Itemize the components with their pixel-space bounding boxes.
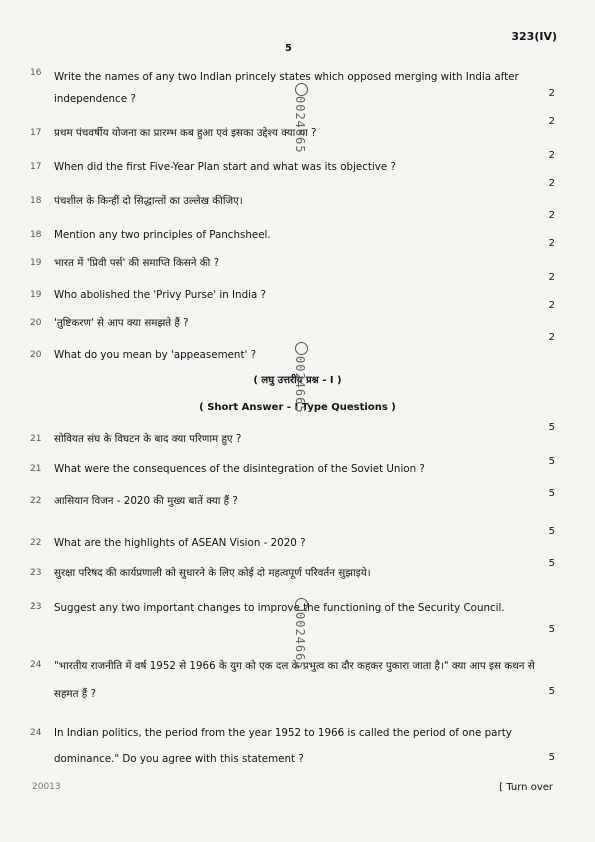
- question-text: Who abolished the 'Privy Purse' in India ?: [54, 289, 267, 301]
- turn-over-note: [ Turn over: [499, 782, 553, 793]
- page-number: 5: [285, 43, 292, 54]
- question-number: 17: [30, 128, 42, 138]
- question-number: 22: [30, 538, 42, 548]
- marks: 2: [548, 210, 555, 221]
- question-number: 18: [30, 230, 42, 240]
- stamp-number: 0024665: [293, 96, 307, 154]
- question-number: 22: [30, 496, 42, 506]
- question-number: 21: [30, 464, 42, 474]
- question-number: 16: [30, 68, 42, 78]
- paper-code: 323(IV): [511, 30, 557, 43]
- question-text: What were the consequences of the disintegration of the Soviet Union ?: [54, 463, 425, 475]
- question-text: प्रथम पंचवर्षीय योजना का प्रारम्भ कब हुआ एवं इसका उद्देश्य क्या था ?: [54, 127, 317, 139]
- question-text: What do you mean by 'appeasement' ?: [54, 349, 257, 361]
- question-number: 20: [30, 350, 42, 360]
- marks: 5: [548, 624, 555, 635]
- question-text: When did the first Five-Year Plan start and what was its objective ?: [54, 161, 396, 173]
- marks: 5: [548, 686, 555, 697]
- stamp-circle: [295, 83, 308, 96]
- question-text: Suggest any two important changes to improve the functioning of the Security Council.: [54, 602, 505, 614]
- question-text: 'तुष्टिकरण' से आप क्या समझते हैं ?: [54, 317, 189, 329]
- question-number: 19: [30, 290, 42, 300]
- question-number: 18: [30, 196, 42, 206]
- question-text: आसियान विजन - 2020 की मुख्य बातें क्या हैं ?: [54, 495, 238, 507]
- question-text: भारत में 'प्रिवी पर्स' की समाप्ति किसने की ?: [54, 257, 220, 269]
- marks: 5: [548, 488, 555, 499]
- question-text: पंचशील के किन्हीं दो सिद्धान्तों का उल्लेख कीजिए।: [54, 195, 243, 207]
- question-number: 23: [30, 602, 42, 612]
- section-heading-english: ( Short Answer - I Type Questions ): [199, 402, 396, 413]
- question-number: 21: [30, 434, 42, 444]
- section-heading-hindi: ( लघु उत्तरीय प्रश्न - I ): [253, 375, 342, 386]
- question-number: 24: [30, 728, 42, 738]
- marks: 2: [548, 272, 555, 283]
- question-text: What are the highlights of ASEAN Vision - 2020 ?: [54, 537, 306, 549]
- marks: 5: [548, 558, 555, 569]
- question-number: 17: [30, 162, 42, 172]
- footer-code: 20013: [32, 782, 61, 792]
- stamp-number: 0024665: [293, 356, 307, 414]
- marks: 2: [548, 178, 555, 189]
- stamp-number: 0024665: [293, 612, 307, 670]
- marks: 2: [548, 150, 555, 161]
- question-text: Write the names of any two Indian princely states which opposed merging with India after independence ?: [54, 71, 519, 105]
- marks: 2: [548, 332, 555, 343]
- question-text: सोवियत संघ के विघटन के बाद क्या परिणाम हुए ?: [54, 433, 242, 445]
- marks: 5: [548, 456, 555, 467]
- marks: 2: [548, 88, 555, 99]
- stamp-circle: [295, 598, 308, 611]
- marks: 5: [548, 752, 555, 763]
- question-text: In Indian politics, the period from the year 1952 to 1966 is called the period of one party dominance." Do you agree with this statement ?: [54, 727, 512, 765]
- question-text: सुरक्षा परिषद की कार्यप्रणाली को सुधारने के लिए कोई दो महत्वपूर्ण परिवर्तन सुझाइये।: [54, 567, 371, 579]
- marks: 2: [548, 238, 555, 249]
- question-number: 24: [30, 660, 42, 670]
- question-number: 23: [30, 568, 42, 578]
- marks: 5: [548, 526, 555, 537]
- marks: 2: [548, 300, 555, 311]
- question-text: Mention any two principles of Panchsheel.: [54, 229, 271, 241]
- question-number: 20: [30, 318, 42, 328]
- question-number: 19: [30, 258, 42, 268]
- question-text: "भारतीय राजनीति में वर्ष 1952 से 1966 के युग को एक दल के प्रभुत्व का दौर कहकर पुकारा जाता है।" क्या आप इस कथन से सहमत हैं ?: [54, 660, 535, 700]
- marks: 5: [548, 422, 555, 433]
- marks: 2: [548, 116, 555, 127]
- stamp-circle: [295, 342, 308, 355]
